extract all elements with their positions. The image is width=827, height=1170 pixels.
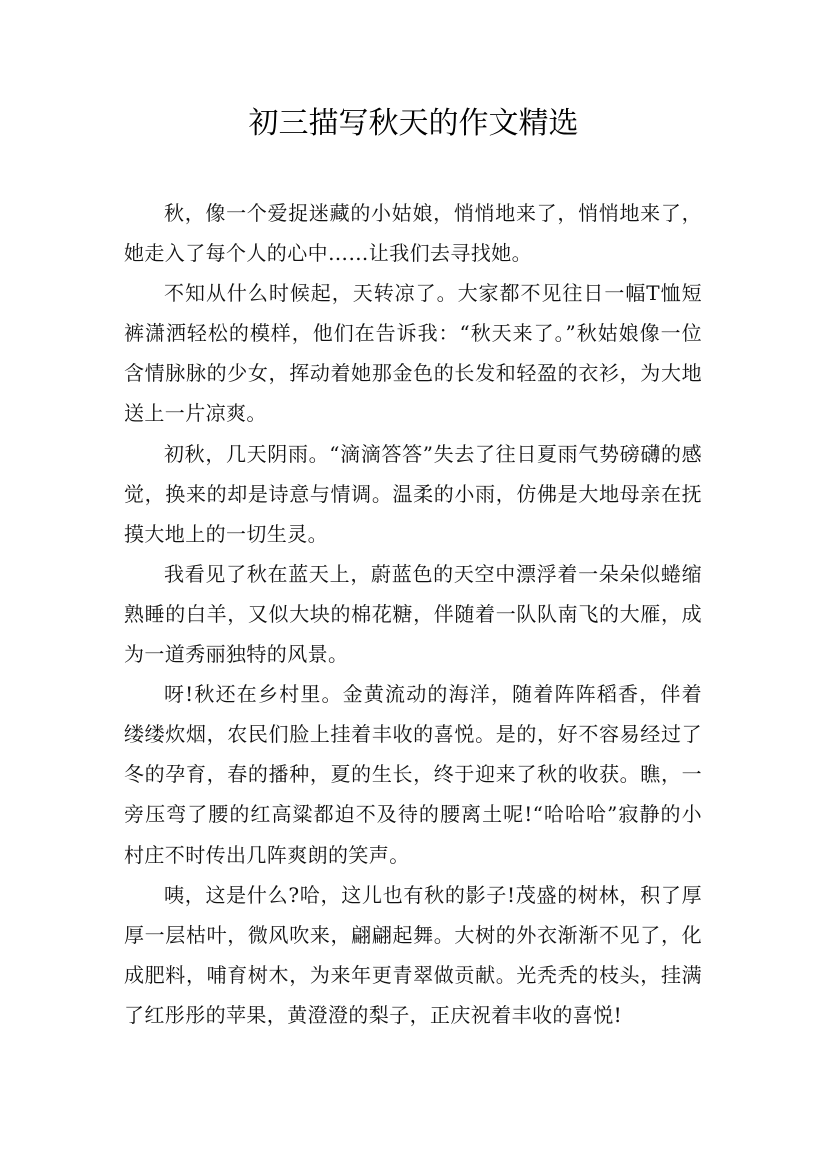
paragraph-5: 呀!秋还在乡村里。金黄流动的海洋，随着阵阵稻香，伴着缕缕炊烟，农民们脸上挂着丰收的喜悦。是的，好不容易经过了冬的孕育，春的播种，夏的生长，终于迎来了秋的收获。瞧，一旁压弯了腰的红高粱都迫不及待的腰离土呢!“哈哈哈”寂静的小村庄不时传出几阵爽朗的笑声。	[124, 682, 702, 867]
paragraph-1: 秋，像一个爱捉迷藏的小姑娘，悄悄地来了，悄悄地来了，她走入了每个人的心中……让我们去寻找她。	[124, 201, 702, 266]
paragraph-6: 咦，这是什么?哈，这儿也有秋的影子!茂盛的树林，积了厚厚一层枯叶，微风吹来，翩翩起舞。大树的外衣渐渐不见了，化成肥料，哺育树木，为来年更青翠做贡献。光秃秃的枝头，挂满了红彤彤的苹果，黄澄澄的梨子，正庆祝着丰收的喜悦!	[124, 882, 702, 1027]
paragraph-3: 初秋，几天阴雨。“滴滴答答”失去了往日夏雨气势磅礴的感觉，换来的却是诗意与情调。温柔的小雨，仿佛是大地母亲在抚摸大地上的一切生灵。	[124, 441, 702, 546]
document-body	[124, 193, 702, 1035]
document-title: 初三描写秋天的作文精选	[248, 106, 579, 141]
paragraph-4: 我看见了秋在蓝天上，蔚蓝色的天空中漂浮着一朵朵似蜷缩熟睡的白羊，又似大块的棉花糖，伴随着一队队南飞的大雁，成为一道秀丽独特的风景。	[124, 561, 702, 667]
paragraph-2: 不知从什么时候起，天转凉了。大家都不见往日一幅T恤短裤潇洒轻松的模样，他们在告诉我：“秋天来了。”秋姑娘像一位含情脉脉的少女，挥动着她那金色的长发和轻盈的衣衫，为大地送上一片凉爽。	[124, 281, 702, 426]
